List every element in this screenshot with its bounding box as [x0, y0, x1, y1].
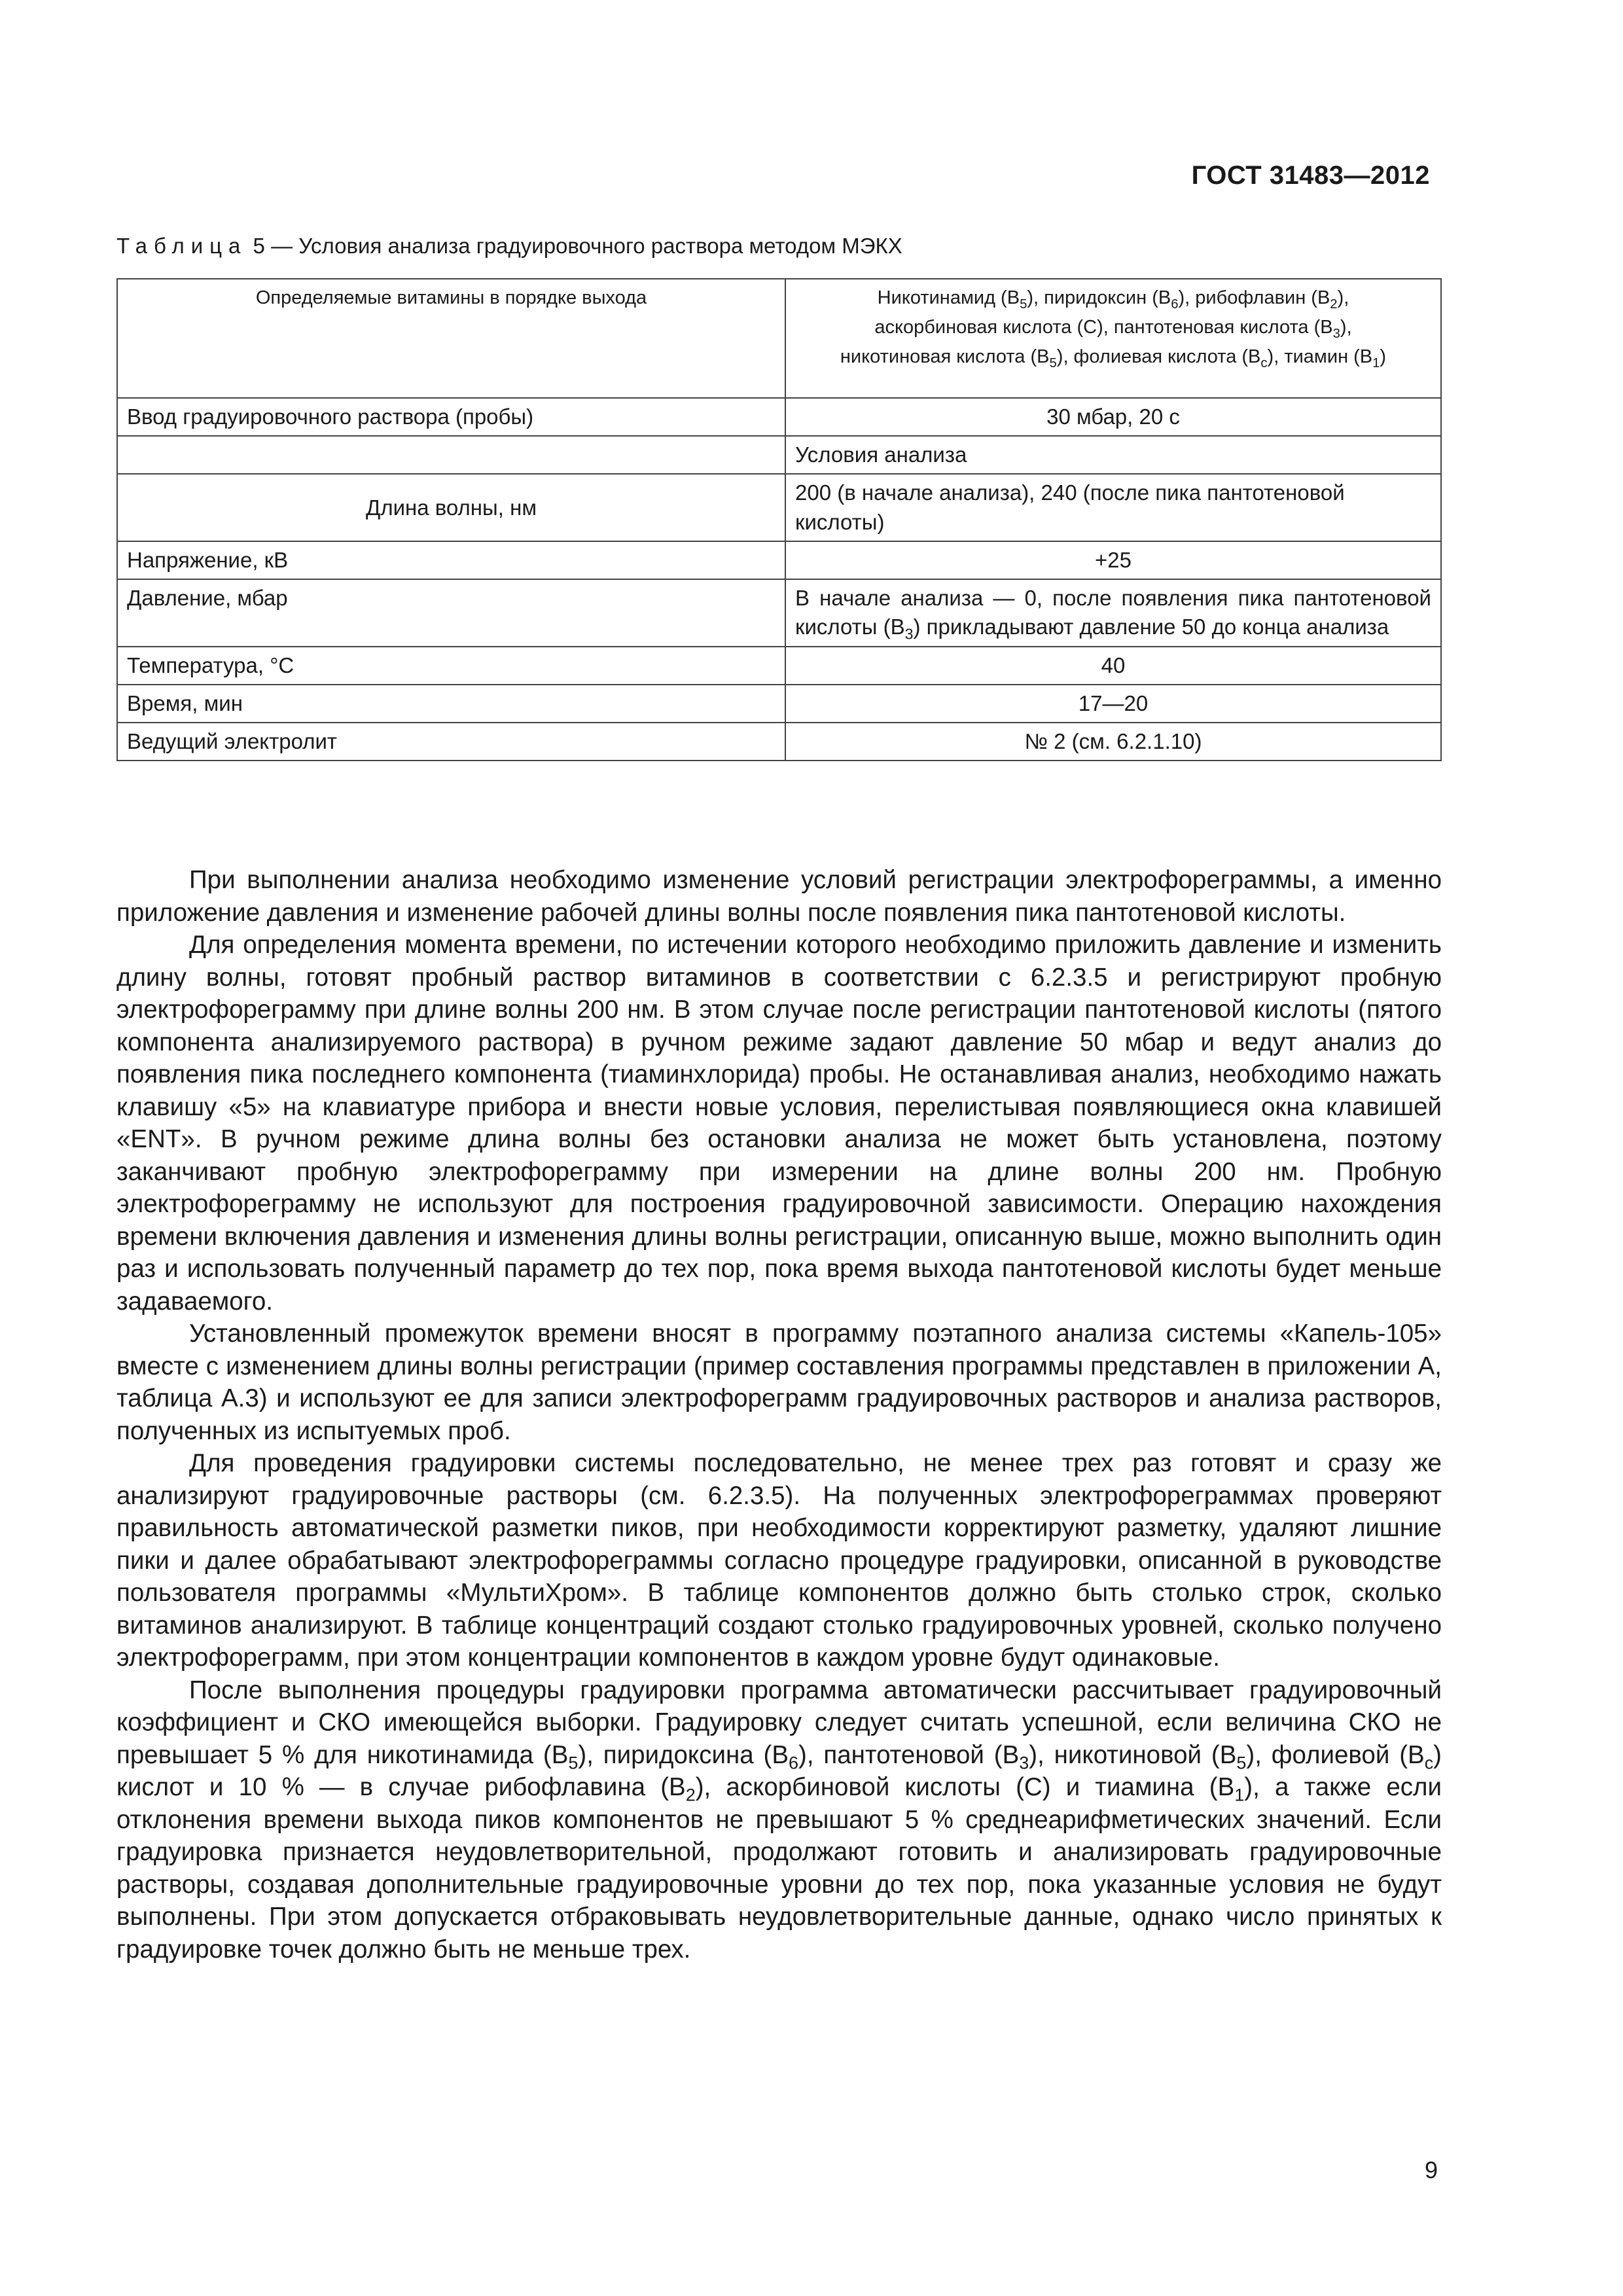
header-vitamins-line-2: аскорбиновая кислота (C), пантотеновая кислота $(B_3)$,: [874, 316, 1352, 341]
table-row: [117, 436, 1441, 474]
table-caption-title: 5 — Условия анализа градуировочного раствора методом МЭКХ: [247, 234, 902, 258]
row-value: № 2 (см. 6.2.1.10): [785, 723, 1441, 761]
row-param: Длина волны, нм: [117, 474, 785, 541]
row-param: Давление, мбар: [117, 579, 785, 646]
row-param: Время, мин: [117, 685, 785, 723]
analysis-conditions-table: [116, 278, 1442, 761]
row-param: Ввод градуировочного раствора (пробы): [117, 398, 785, 436]
table-header-vitamins-order: Определяемые витамины в порядке выхода: [117, 279, 785, 398]
header-vitamins-line-3: никотиновая кислота $(B_5)$, фолиевая кислота $(B_c)$, тиамин $(B_1)$: [840, 346, 1387, 370]
row-value: 200 (в начале анализа), 240 (после пика пантотеновой кислоты): [785, 474, 1441, 541]
table-row: [117, 685, 1441, 723]
body-text: [116, 864, 1442, 1965]
table-row: [117, 723, 1441, 761]
row-value: Условия анализа: [785, 436, 1441, 474]
paragraph: При выполнении анализа необходимо изменение условий регистрации электрофореграммы, а именно приложение давления и изменение рабочей длины волны после появления пика пантотеновой кислоты.: [116, 866, 1442, 927]
row-value: 17—20: [785, 685, 1441, 723]
table-row: [117, 579, 1441, 646]
header-vitamins-line-1: Никотинамид $(B_5)$, пиридоксин $(B_6)$, рибофлавин $(B_2)$,: [877, 287, 1349, 312]
table-header-row: [117, 279, 1441, 398]
row-value: +25: [785, 541, 1441, 579]
paragraph: Для проведения градуировки системы последовательно, не менее трех раз готовят и сразу же анализируют градуировочные растворы (см. 6.2.3.5). На полученных электрофореграммах проверяют правильность автоматической разметки пиков, при необходимости корректируют разметку, удаляют лишние пики и далее обрабатывают электрофореграммы согласно процедуре градуировки, описанной в руководстве пользователя программы «МультиХром». В таблице компонентов должно быть столько строк, сколько витаминов анализируют. В таблице концентраций создают столько градуировочных уровней, сколько получено электрофореграмм, при этом концентрации компонентов в каждом уровне будут одинаковые.: [116, 1449, 1442, 1672]
row-value: 30 мбар, 20 с: [785, 398, 1441, 436]
row-param: Температура, °С: [117, 647, 785, 685]
row-param: Напряжение, кВ: [117, 541, 785, 579]
table-caption-word: Таблица: [116, 234, 247, 258]
table-header-vitamins-list: [785, 279, 1441, 398]
table-row: [117, 541, 1441, 579]
table-caption: [116, 234, 902, 259]
paragraph: Установленный промежуток времени вносят в программу поэтапного анализа системы «Капель-105» вместе с изменением длины волны регистрации (пример составления программы представлен в приложении А, таблица А.3) и используют ее для записи электрофореграмм градуировочных растворов и анализа растворов, полученных из испытуемых проб.: [116, 1319, 1442, 1445]
table-row: [117, 398, 1441, 436]
paragraph: Для определения момента времени, по истечении которого необходимо приложить давление и изменить длину волны, готовят пробный раствор витаминов в соответствии с 6.2.3.5 и регистрируют пробную электрофореграмму при длине волны 200 нм. В этом случае после регистрации пантотеновой кислоты (пятого компонента анализируемого раствора) в ручном режиме задают давление 50 мбар и ведут анализ до появления пика последнего компонента (тиаминхлорида) пробы. Не останавливая анализ, необходимо нажать клавишу «5» на клавиатуре прибора и внести новые условия, перелистывая появляющиеся окна клавишей «ENT». В ручном режиме длина волны без остановки анализа не может быть установлена, поэтому заканчивают пробную электрофореграмму при измерении на длине волны 200 нм. Пробную электрофореграмму не используют для построения градуировочной зависимости. Операцию нахождения времени включения давления и изменения длины волны регистрации, описанную выше, можно выполнить один раз и использовать полученный параметр до тех пор, пока время выхода пантотеновой кислоты будет меньше задаваемого.: [116, 931, 1442, 1316]
row-param: [117, 436, 785, 474]
document-standard-id: ГОСТ 31483—2012: [1191, 161, 1430, 190]
table-row: [117, 647, 1441, 685]
table-row: [117, 474, 1441, 541]
row-param: Ведущий электролит: [117, 723, 785, 761]
paragraph: После выполнения процедуры градуировки программа автоматически рассчитывает градуировочный коэффициент и СКО имеющейся выборки. Градуировку следует считать успешной, если величина СКО не превышает 5 % для никотинамида $(B_5)$, пиридоксина $(B_6)$, пантотеновой $(B_3)$, никотиновой $(B_5)$, фолиевой $(B_c)$ кислот и 10 % — в случае рибофлавина $(B_2)$, аскорбиновой кислоты (C) и тиамина $(B_1)$, а также если отклонения времени выхода пиков компонентов не превышают 5 % среднеарифметических значений. Если градуировка признается неудовлетворительной, продолжают готовить и анализировать градуировочные растворы, создавая дополнительные градуировочные уровни до тех пор, пока указанные условия не будут выполнены. При этом допускается отбраковывать неудовлетворительные данные, однако число принятых к градуировке точек должно быть не меньше трех.: [116, 1676, 1442, 1964]
row-value: 40: [785, 647, 1441, 685]
row-value: В начале анализа — 0, после появления пика пантотеновой кислоты $(B_3)$ прикладывают давление 50 до конца анализа: [785, 579, 1441, 646]
page-number: 9: [1424, 2157, 1438, 2183]
